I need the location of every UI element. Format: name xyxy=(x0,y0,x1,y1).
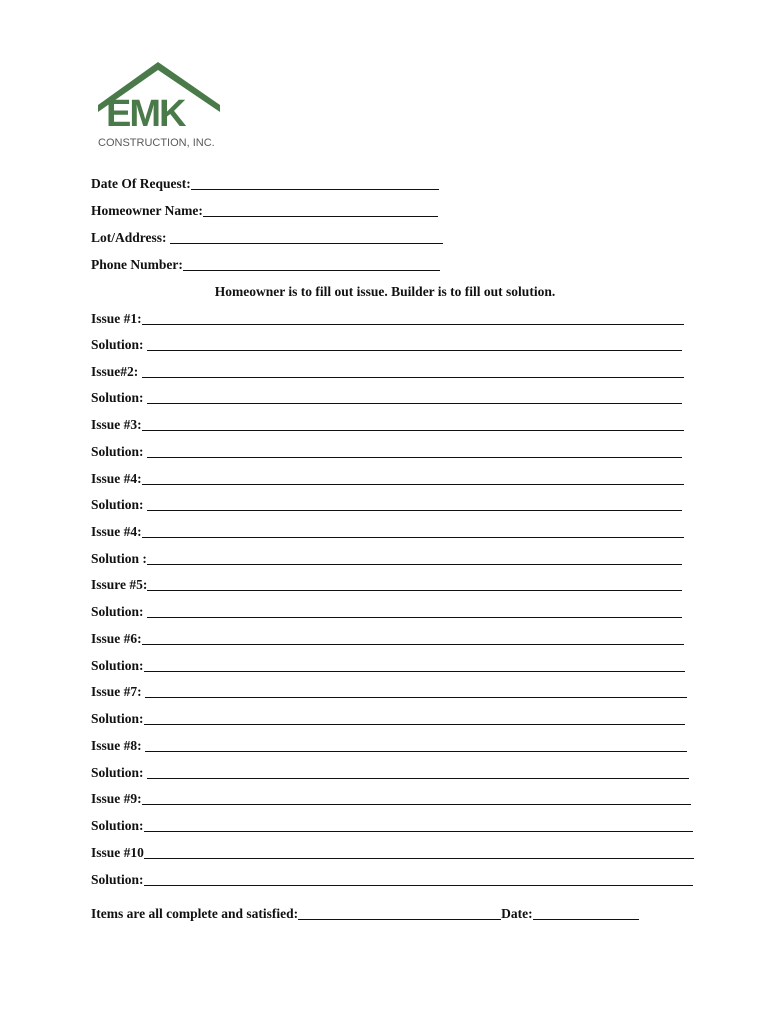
fill-line[interactable] xyxy=(170,230,443,244)
issue-row xyxy=(91,311,684,327)
row-label: Issue #9: xyxy=(91,791,142,806)
solution-row xyxy=(91,444,682,460)
row-label: Issue #3: xyxy=(91,417,142,432)
row-label: Issue #4: xyxy=(91,524,142,539)
row-label: Solution : xyxy=(91,551,147,566)
solution-row xyxy=(91,658,685,674)
fill-line[interactable] xyxy=(145,738,687,752)
issue-row xyxy=(91,631,684,647)
house-roof-icon xyxy=(96,60,228,150)
issue-row xyxy=(91,845,694,861)
fill-line[interactable] xyxy=(142,791,691,805)
row-label: Issue #6: xyxy=(91,631,142,646)
row-label: Solution: xyxy=(91,337,147,352)
field-label: Phone Number: xyxy=(91,257,183,272)
issue-row xyxy=(91,364,684,380)
logo-letters: EMK xyxy=(106,93,185,135)
field-label: Homeowner Name: xyxy=(91,203,203,218)
phone-number-field xyxy=(91,257,440,273)
fill-line[interactable] xyxy=(144,658,685,672)
fill-line[interactable] xyxy=(145,684,687,698)
solution-row xyxy=(91,551,682,567)
row-label: Issue #8: xyxy=(91,738,146,753)
issue-row xyxy=(91,577,682,593)
fill-line[interactable] xyxy=(191,176,439,190)
fill-line[interactable] xyxy=(144,845,694,859)
fill-line[interactable] xyxy=(147,604,682,618)
row-label: Issure #5: xyxy=(91,577,148,592)
fill-line[interactable] xyxy=(147,551,682,565)
solution-row xyxy=(91,711,685,727)
fill-line[interactable] xyxy=(142,631,684,645)
fill-line[interactable] xyxy=(144,872,693,886)
row-label: Solution: xyxy=(91,497,147,512)
issue-row xyxy=(91,524,684,540)
row-label: Issue #10 xyxy=(91,845,144,860)
date-of-request-field xyxy=(91,176,439,192)
fill-line[interactable] xyxy=(144,711,685,725)
row-label: Solution: xyxy=(91,872,144,887)
fill-line[interactable] xyxy=(142,471,684,485)
row-label: Issue #1: xyxy=(91,311,142,326)
emk-logo xyxy=(96,60,228,150)
row-label: Issue #7: xyxy=(91,684,146,699)
solution-row xyxy=(91,604,682,620)
issue-row xyxy=(91,791,691,807)
solution-row xyxy=(91,390,682,406)
solution-row xyxy=(91,872,693,888)
lot-address-field xyxy=(91,230,443,246)
complete-label: Items are all complete and satisfied: xyxy=(91,906,299,921)
solution-row xyxy=(91,765,689,781)
fill-line[interactable] xyxy=(147,444,682,458)
fill-line[interactable] xyxy=(147,337,682,351)
row-label: Solution: xyxy=(91,711,144,726)
fill-line[interactable] xyxy=(142,311,684,325)
date-line[interactable] xyxy=(533,906,639,920)
fill-line[interactable] xyxy=(147,390,682,404)
solution-row xyxy=(91,337,682,353)
fill-line[interactable] xyxy=(147,497,682,511)
row-label: Solution: xyxy=(91,658,144,673)
fill-line[interactable] xyxy=(203,203,438,217)
fill-line[interactable] xyxy=(142,364,684,378)
instruction-text: Homeowner is to fill out issue. Builder is to fill out solution. xyxy=(214,284,556,299)
row-label: Solution: xyxy=(91,444,147,459)
completion-footer xyxy=(91,906,639,922)
logo-subtitle: CONSTRUCTION, INC. xyxy=(98,137,215,149)
fill-line[interactable] xyxy=(147,577,682,591)
row-label: Issue #4: xyxy=(91,471,142,486)
date-label: Date: xyxy=(501,906,533,921)
issue-row xyxy=(91,471,684,487)
field-label: Date Of Request: xyxy=(91,176,191,191)
row-label: Solution: xyxy=(91,818,144,833)
field-label: Lot/Address: xyxy=(91,230,170,245)
issue-row xyxy=(91,738,687,754)
solution-row xyxy=(91,497,682,513)
homeowner-name-field xyxy=(91,203,438,219)
fill-line[interactable] xyxy=(147,765,689,779)
row-label: Solution: xyxy=(91,604,147,619)
row-label: Solution: xyxy=(91,765,147,780)
signature-line[interactable] xyxy=(298,906,501,920)
issue-row xyxy=(91,684,687,700)
fill-line[interactable] xyxy=(183,257,440,271)
fill-line[interactable] xyxy=(142,524,684,538)
row-label: Issue#2: xyxy=(91,364,142,379)
solution-row xyxy=(91,818,693,834)
row-label: Solution: xyxy=(91,390,147,405)
fill-line[interactable] xyxy=(142,417,684,431)
fill-line[interactable] xyxy=(144,818,693,832)
issue-row xyxy=(91,417,684,433)
